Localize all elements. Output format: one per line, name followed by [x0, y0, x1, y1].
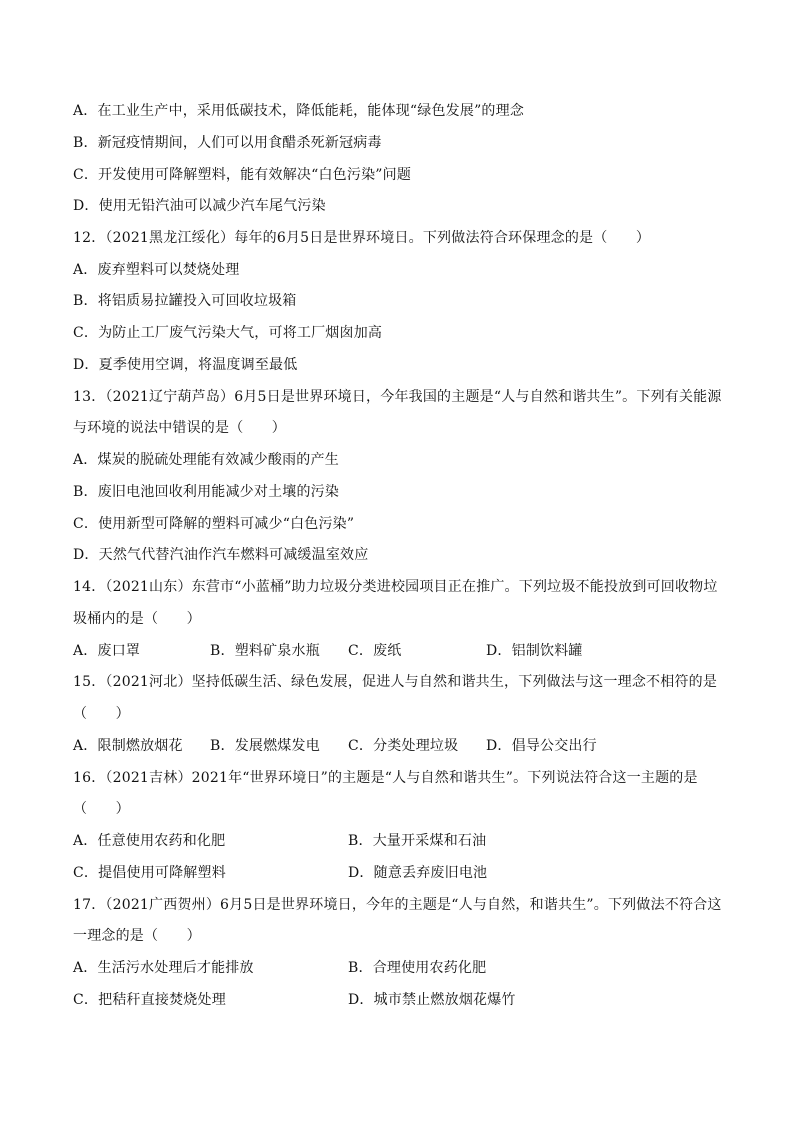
q15-stem-line2: （ ）	[73, 706, 130, 722]
q14-stem-line1: 14．（2021山东）东营市“小蓝桶”助力垃圾分类进校园项目正在推广。下列垃圾不能投放到可回收物垃	[73, 579, 718, 595]
q14-option-b: B．塑料矿泉水瓶	[210, 643, 320, 659]
q13-option-d: D．天然气代替汽油作汽车燃料可减缓温室效应	[73, 547, 369, 563]
q17-option-d: D．城市禁止燃放烟花爆竹	[348, 992, 516, 1008]
q14-stem-line2: 圾桶内的是（ ）	[73, 611, 201, 627]
q16-option-d: D．随意丢弃废旧电池	[348, 865, 488, 881]
q12-option-c: C．为防止工厂废气污染大气，可将工厂烟囱加高	[73, 325, 383, 341]
q17-stem-line2: 一理念的是（ ）	[73, 928, 201, 944]
q12-option-a: A．废弃塑料可以焚烧处理	[73, 262, 240, 278]
q15-stem-line1: 15．（2021河北）坚持低碳生活、绿色发展，促进人与自然和谐共生，下列做法与这一理念不相符的是	[73, 674, 718, 690]
q13-stem-line1: 13．（2021辽宁葫芦岛）6月5日是世界环境日，今年我国的主题是“人与自然和谐共生”。下列有关能源	[73, 389, 722, 405]
q11-option-a: A．在工业生产中，采用低碳技术，降低能耗，能体现“绿色发展”的理念	[73, 103, 525, 119]
q11-option-d: D．使用无铅汽油可以减少汽车尾气污染	[73, 198, 326, 214]
q13-option-b: B．废旧电池回收利用能减少对土壤的污染	[73, 484, 340, 500]
q16-stem-line2: （ ）	[73, 801, 130, 817]
q16-option-c: C．提倡使用可降解塑料	[73, 865, 226, 881]
q17-option-b: B．合理使用农药化肥	[348, 960, 487, 976]
q15-option-a: A．限制燃放烟花	[73, 738, 183, 754]
q11-option-b: B．新冠疫情期间，人们可以用食醋杀死新冠病毒	[73, 135, 382, 151]
q15-option-d: D．倡导公交出行	[486, 738, 597, 754]
q13-stem-line2: 与环境的说法中错误的是（ ）	[73, 420, 286, 436]
q12-option-b: B．将铝质易拉罐投入可回收垃圾箱	[73, 293, 297, 309]
q17-option-c: C．把秸秆直接焚烧处理	[73, 992, 226, 1008]
q13-option-a: A．煤炭的脱硫处理能有效减少酸雨的产生	[73, 452, 339, 468]
q14-option-c: C．废纸	[348, 643, 402, 659]
q12-option-d: D．夏季使用空调，将温度调至最低	[73, 357, 298, 373]
q16-option-a: A．任意使用农药和化肥	[73, 833, 226, 849]
q17-stem-line1: 17．（2021广西贺州）6月5日是世界环境日，今年的主题是“人与自然，和谐共生”。下列做法不符合这	[73, 897, 722, 913]
q16-option-b: B．大量开采煤和石油	[348, 833, 487, 849]
q13-option-c: C．使用新型可降解的塑料可减少“白色污染”	[73, 516, 355, 532]
q14-option-d: D．铝制饮料罐	[486, 643, 583, 659]
q16-stem-line1: 16．（2021吉林）2021年“世界环境日”的主题是“人与自然和谐共生”。下列说法符合这一主题的是	[73, 770, 698, 786]
q15-option-c: C．分类处理垃圾	[348, 738, 459, 754]
q12-stem: 12．（2021黑龙江绥化）每年的6月5日是世界环境日。下列做法符合环保理念的是（ ）	[73, 230, 651, 246]
q14-option-a: A．废口罩	[73, 643, 141, 659]
q17-option-a: A．生活污水处理后才能排放	[73, 960, 254, 976]
q11-option-c: C．开发使用可降解塑料，能有效解决“白色污染”问题	[73, 167, 412, 183]
q15-option-b: B．发展燃煤发电	[210, 738, 320, 754]
